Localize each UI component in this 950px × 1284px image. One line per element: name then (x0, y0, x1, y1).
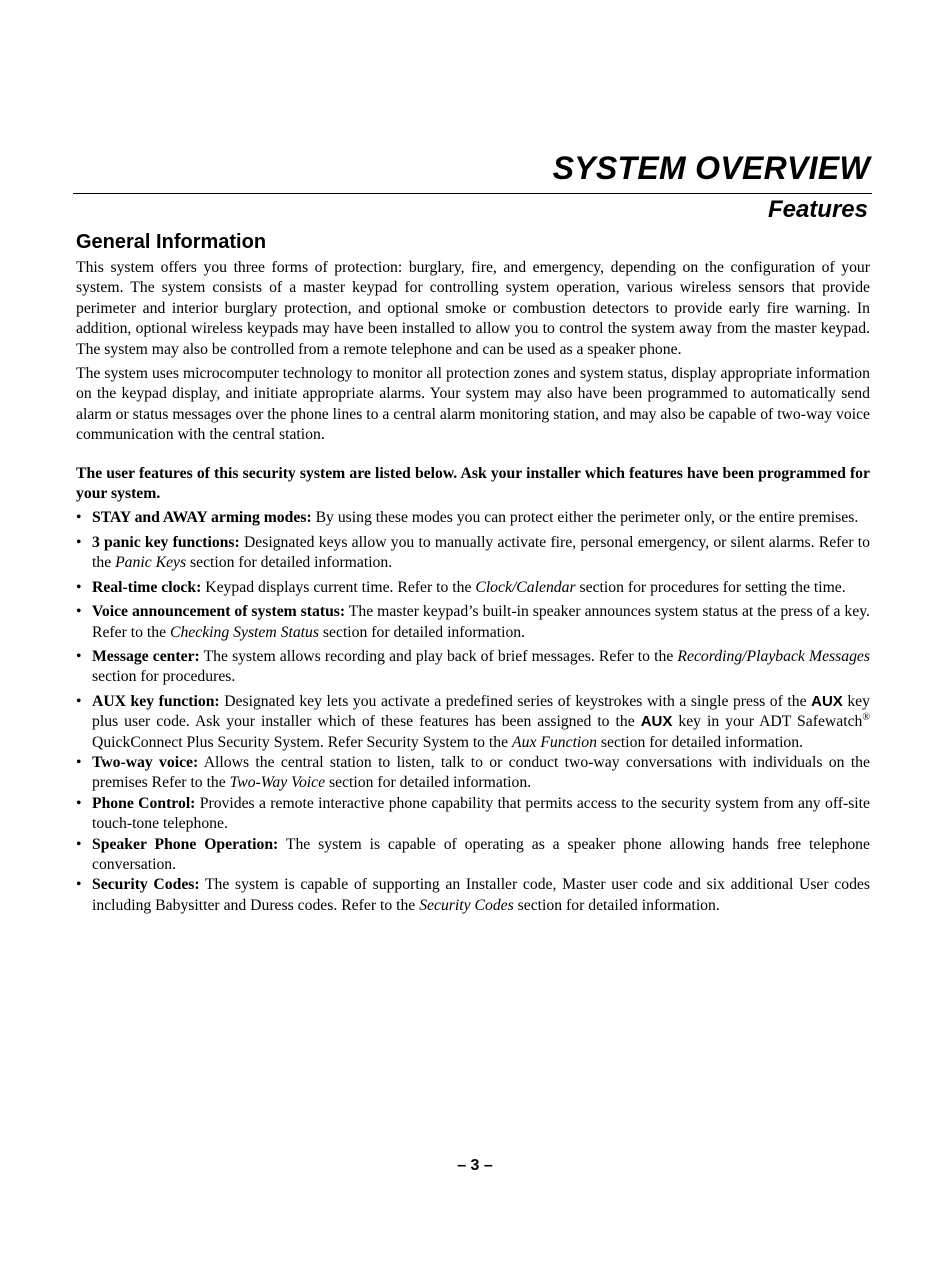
page-subtitle: Features (767, 196, 868, 223)
feature-text: section for procedures for setting the time. (575, 578, 846, 596)
feature-text: key plus user code. Ask your installer which of these features has been assigned to the (92, 692, 870, 731)
feature-item-phone-control (76, 794, 870, 835)
content-body (76, 228, 870, 916)
feature-text: section for detailed information. (513, 896, 720, 914)
section-reference: Recording/Playback Messages (677, 647, 870, 665)
feature-term: Two-way voice: (92, 753, 199, 771)
feature-text: key in your ADT Safewatch (672, 713, 863, 731)
feature-list (76, 508, 870, 916)
general-paragraph: The system uses microcomputer technology to monitor all protection zones and system status, display appropriate information on the keypad display, and initiate appropriate alarms. Your system may also have been programmed to automatically send alarm or status messages over the phone lines to a central alarm monitoring station, and may also be capable of two-way voice communication with the central station. (76, 365, 870, 444)
feature-term: 3 panic key functions: (92, 533, 240, 551)
section-reference: Panic Keys (115, 554, 187, 572)
feature-text: Provides a remote interactive phone capability that permits access to the security system from any off-site touch-tone telephone. (92, 794, 870, 833)
feature-term: Phone Control: (92, 794, 196, 812)
feature-text: section for detailed information. (596, 733, 804, 751)
feature-text: The system allows recording and play back of brief messages. Refer to the (199, 647, 678, 665)
aux-key-label: AUX (640, 713, 673, 731)
feature-text: section for detailed information. (325, 774, 532, 792)
section-reference: Two-Way Voice (229, 774, 326, 792)
feature-item-two-way-voice (76, 753, 870, 794)
feature-text: section for detailed information. (186, 554, 393, 572)
feature-text: Keypad displays current time. Refer to the (201, 578, 476, 596)
feature-text: The system is capable of operating as a speaker phone allowing hands free telephone conversation. (92, 835, 870, 873)
feature-term: Real-time clock: (92, 578, 202, 596)
feature-text: section for detailed information. (319, 623, 526, 641)
page-title: SYSTEM OVERVIEW (552, 150, 870, 186)
feature-item-message-center (76, 647, 870, 688)
feature-term: STAY and AWAY arming modes: (92, 509, 312, 527)
feature-text: The system is capable of supporting an Installer code, Master user code and six additional User codes including Babysitter and Duress codes. Refer to the (92, 876, 870, 914)
feature-text: QuickConnect Plus Security System. Refer Security System to the (92, 733, 513, 751)
feature-item-speaker-phone (76, 835, 870, 876)
feature-text: The master keypad’s built-in speaker announces system status at the press of a key. Refer to the (92, 603, 870, 641)
registered-mark: ® (862, 711, 870, 723)
feature-item-security-codes (76, 875, 870, 916)
feature-text: By using these modes you can protect either the perimeter only, or the entire premises. (311, 509, 859, 527)
section-reference: Clock/Calendar (475, 578, 576, 596)
page-number: – 3 – (457, 1157, 493, 1174)
feature-term: Voice announcement of system status: (92, 603, 346, 621)
feature-text: Designated keys allow you to manually activate fire, personal emergency, or silent alarms. Refer to the (92, 533, 871, 572)
feature-text: Allows the central station to listen, talk to or conduct two-way conversations with individuals on the premises Refer to the (92, 753, 870, 792)
feature-item-voice-announcement (76, 602, 870, 643)
aux-key-label: AUX (811, 692, 843, 710)
feature-text: section for procedures. (92, 668, 236, 686)
header-divider (73, 193, 872, 194)
feature-text: Designated key lets you activate a predefined series of keystrokes with a single press of the (219, 692, 812, 710)
section-reference: Security Codes (419, 896, 514, 914)
feature-item-stay-away (76, 508, 870, 528)
feature-term: Security Codes: (92, 876, 200, 894)
feature-term: Speaker Phone Operation: (92, 835, 279, 853)
section-reference: Checking System Status (169, 623, 319, 641)
feature-item-aux-key (76, 692, 870, 753)
feature-term: AUX key function: (92, 692, 220, 710)
general-paragraph: This system offers you three forms of protection: burglary, fire, and emergency, depending on the configuration of your system. The system consists of a master keypad for controlling system operation, various wireless sensors that provide perimeter and interior burglary protection, and optional smoke or combustion detectors to provide early fire warning. In addition, optional wireless keypads may have been installed to allow you to control the system away from the master keypad. The system may also be controlled from a remote telephone and can be used as a speaker phone. (76, 259, 870, 358)
feature-term: Message center: (92, 647, 200, 665)
section-reference: Aux Function (512, 733, 597, 751)
section-heading-general-information: General Information (76, 231, 267, 253)
features-intro: The user features of this security system are listed below. Ask your installer which features have been programmed for your system. (76, 464, 870, 503)
feature-item-real-time-clock (76, 578, 870, 598)
feature-item-panic-keys (76, 533, 870, 574)
